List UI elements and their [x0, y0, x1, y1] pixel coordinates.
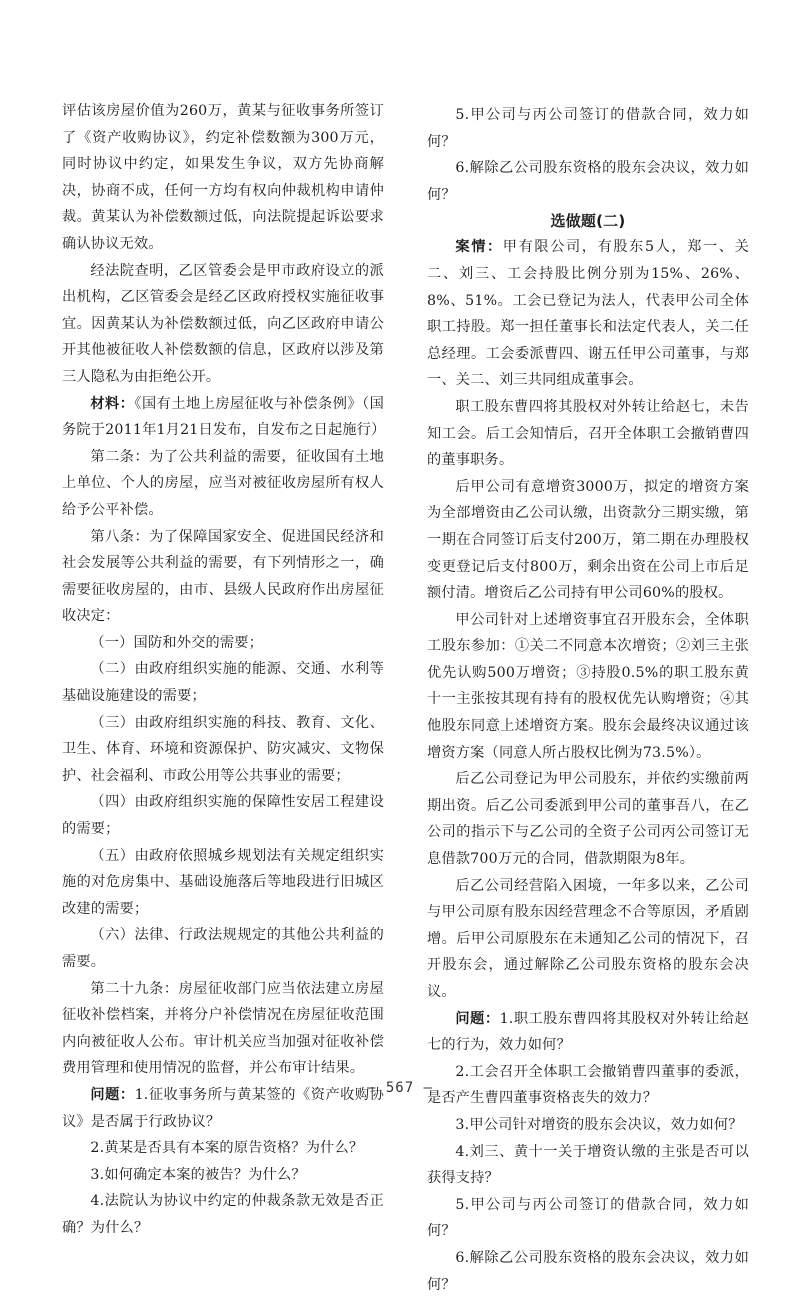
question-3: 3.如何确定本案的被告？为什么？ — [90, 1166, 306, 1183]
paragraph-valuation: 评估该房屋价值为260万，黄某与征收事务所签订了《资产收购协议》，约定补偿数额为300万元，同时协议中约定，如果发生争议，双方先协商解决，协商不成，任何一方均有权向仲裁机构申请仲裁。黄某认为补偿数额过低，向法院提起诉讼要求确认协议无效。 — [62, 103, 384, 252]
case-question-1: 问题：1.职工股东曹四将其股权对外转让给赵七的行为，效力如何？ — [427, 1010, 750, 1054]
article-8-item-4: （四）由政府组织实施的保障性安居工程建设的需要； — [62, 794, 384, 838]
article-29: 第二十九条：房屋征收部门应当依法建立房屋征收补偿档案，并将分户补偿情况在房屋征收范围内向被征收人公布。审计机关应当加强对征收补偿费用管理和使用情况的监督，并公布审计结果。 — [62, 980, 384, 1077]
article-8-item-5: （五）由政府依照城乡规划法有关规定组织实施的对危房集中、基础设施落后等地段进行旧城区改建的需要； — [62, 847, 384, 917]
question-2: 2.黄某是否具有本案的原告资格？为什么？ — [90, 1140, 364, 1157]
paragraph-share-transfer: 职工股东曹四将其股权对外转让给赵七，未告知工会。后工会知情后，召开全体职工会撤销曹四的董事职务。 — [427, 398, 749, 469]
paragraph-loan-contract: 后乙公司登记为甲公司股东，并依约实缴前两期出资。后乙公司委派到甲公司的董事吾八，在乙公司的指示下与乙公司的全资子公司丙公司签订无息借款700万元的合同，借款期限为8年。 — [427, 771, 749, 868]
case-question-5: 5.甲公司与丙公司签订的借款合同，效力如何？ — [427, 1196, 749, 1240]
paragraph-disqualification: 后乙公司经营陷入困境，一年多以来，乙公司与甲公司原有股东因经营理念不合等原因，矛盾剧增。后甲公司原股东在未通知乙公司的情况下，召开股东会，通过解除乙公司股东资格的股东会决议。 — [427, 877, 749, 1000]
paragraph-capital-increase: 后甲公司有意增资3000万，拟定的增资方案为全部增资由乙公司认缴，出资款分三期实缴，第一期在合同签订后支付200万，第二期在办理股权变更登记后支付800万，剩余出资在公司上市后足额付清。增资后乙公司持有甲公司60%的股权。 — [427, 478, 749, 602]
material-text: 《国有土地上房屋征收与补偿条例》（国务院于2011年1月21日发布，自发布之日起施行） — [62, 395, 386, 439]
page-number: — 567 — — [366, 1080, 433, 1096]
case-question-6: 6.解除乙公司股东资格的股东会决议，效力如何？ — [427, 1249, 749, 1293]
article-8-item-2: （二）由政府组织实施的能源、交通、水利等基础设施建设的需要； — [62, 661, 384, 705]
article-2: 第二条：为了公共利益的需要，征收国有土地上单位、个人的房屋，应当对被征收房屋所有权人给予公平补偿。 — [62, 448, 384, 518]
questions-label: 问题： — [90, 1086, 135, 1103]
article-8-item-3: （三）由政府组织实施的科技、教育、文化、卫生、体育、环境和资源保护、防灾减灾、文物保护、社会福利、市政公用等公共事业的需要； — [62, 714, 384, 784]
article-8-item-6: （六）法律、行政法规规定的其他公共利益的需要。 — [62, 927, 384, 970]
case-question-3: 3.甲公司针对增资的股东会决议，效力如何？ — [455, 1116, 743, 1133]
article-8: 第八条：为了保障国家安全、促进国民经济和社会发展等公共利益的需要，有下列情形之一，确需要征收房屋的，由市、县级人民政府作出房屋征收决定： — [62, 528, 384, 625]
material-label: 材料： — [90, 395, 135, 412]
material-paragraph — [62, 391, 384, 444]
right-column — [427, 102, 749, 1298]
case-label: 案情： — [455, 239, 503, 256]
case-paragraph: 案情：甲有限公司，有股东5人，郑一、关二、刘三、工会持股比例分别为15%、26%、8%、51%。工会已登记为法人，代表甲公司全体职工持股。郑一担任董事长和法定代表人，关二任总经理。工会委派曹四、谢五任甲公司董事，与郑一、关二、刘三共同组成董事会。 — [427, 239, 749, 389]
paragraph-court-findings: 经法院查明，乙区管委会是甲市政府设立的派出机构，乙区管委会是经乙区政府授权实施征收事宜。因黄某认为补偿数额过低，向乙区政府申请公开其他被征收人补偿数额的信息，区政府以涉及第三人隐私为由拒绝公开。 — [62, 262, 384, 385]
paragraph-shareholder-meeting: 甲公司针对上述增资事宜召开股东会，全体职工股东参加：①关二不同意本次增资；②刘三主张优先认购500万增资；③持股0.5%的职工股东黄十一主张按其现有持有的股权优先认购增资；④其他股东同意上述增资方案。股东会最终决议通过该增资方案（同意人所占股权比例为73.5%）。 — [427, 611, 749, 761]
article-8-item-1: （一）国防和外交的需要； — [90, 634, 264, 651]
question-1: 问题：1.征收事务所与黄某签的《资产收购协议》是否属于行政协议？ — [62, 1086, 385, 1130]
case-question-2: 2.工会召开全体职工会撤销曹四董事的委派，是否产生曹四董事资格丧失的效力？ — [427, 1063, 749, 1107]
case-questions-label: 问题： — [455, 1010, 500, 1027]
question-6: 6.解除乙公司股东资格的股东会决议，效力如何？ — [427, 160, 749, 203]
question-5: 5.甲公司与丙公司签订的借款合同，效力如何？ — [427, 107, 749, 150]
left-column — [62, 98, 384, 1242]
section-title: 选做题(二) — [550, 212, 626, 231]
question-4: 4.法院认为协议中约定的仲裁条款无效是否正确？为什么？ — [62, 1193, 384, 1236]
case-question-4: 4.刘三、黄十一关于增资认缴的主张是否可以获得支持？ — [427, 1143, 749, 1187]
